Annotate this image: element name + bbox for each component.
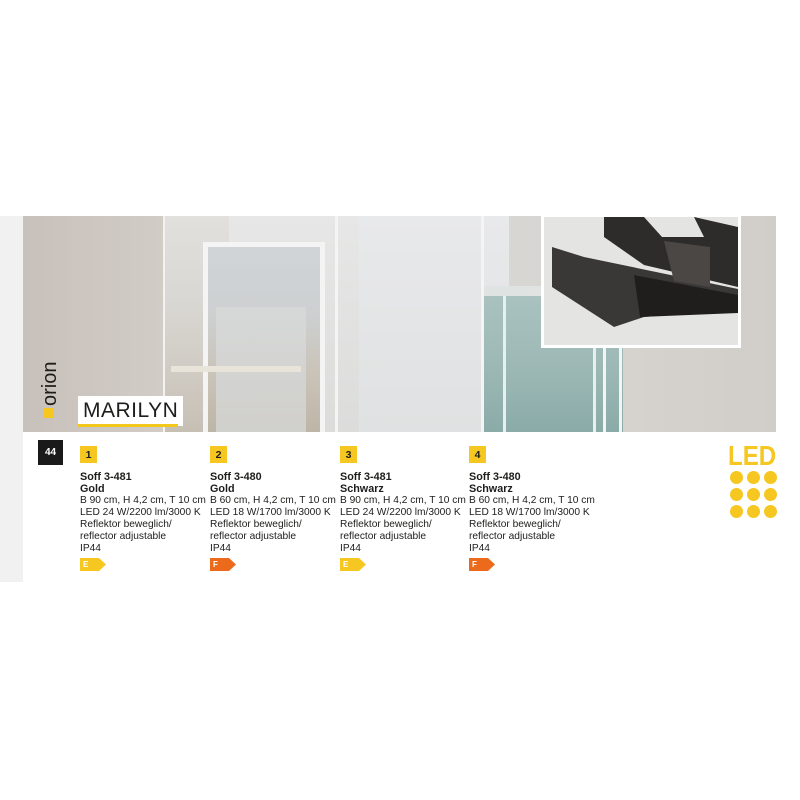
product-detail-inset	[541, 214, 741, 348]
product-reflector-en: reflector adjustable	[340, 531, 427, 542]
product-reflector-en: reflector adjustable	[210, 531, 297, 542]
product-number-badge: 2	[210, 446, 227, 463]
product-number-badge: 3	[340, 446, 357, 463]
energy-class-badge	[340, 558, 366, 571]
product-variant: Schwarz	[340, 483, 384, 495]
product-led-spec: LED 24 W/2200 lm/3000 K	[340, 507, 461, 518]
energy-class-badge	[210, 558, 236, 571]
product-reflector-en: reflector adjustable	[80, 531, 167, 542]
product-code: Soff 3-481	[80, 471, 132, 483]
product-reflector-de: Reflektor beweglich/	[469, 519, 561, 530]
product-reflector-de: Reflektor beweglich/	[210, 519, 302, 530]
product-variant: Gold	[210, 483, 235, 495]
svg-text:orion: orion	[39, 361, 61, 406]
led-badge	[728, 441, 778, 521]
product-dimensions: B 90 cm, H 4,2 cm, T 10 cm	[80, 495, 206, 506]
title-accent-bar	[78, 424, 178, 427]
product-variant: Gold	[80, 483, 105, 495]
product-reflector-de: Reflektor beweglich/	[80, 519, 172, 530]
product-number-badge: 4	[469, 446, 486, 463]
product-led-spec: LED 24 W/2200 lm/3000 K	[80, 507, 201, 518]
product-led-spec: LED 18 W/1700 lm/3000 K	[469, 507, 590, 518]
product-code: Soff 3-480	[210, 471, 262, 483]
product-ip-rating: IP44	[340, 543, 361, 554]
product-card	[340, 446, 468, 571]
product-reflector-en: reflector adjustable	[469, 531, 556, 542]
energy-class-label: F	[472, 560, 477, 569]
product-variant: Schwarz	[469, 483, 513, 495]
product-dimensions: B 60 cm, H 4,2 cm, T 10 cm	[210, 495, 336, 506]
product-led-spec: LED 18 W/1700 lm/3000 K	[210, 507, 331, 518]
product-card	[80, 446, 208, 571]
product-card	[210, 446, 338, 571]
product-reflector-de: Reflektor beweglich/	[340, 519, 432, 530]
product-ip-rating: IP44	[210, 543, 231, 554]
energy-class-label: E	[343, 560, 349, 569]
product-card	[469, 446, 597, 571]
orion-logo	[34, 356, 64, 420]
product-ip-rating: IP44	[469, 543, 490, 554]
energy-class-label: F	[213, 560, 218, 569]
page-number: 44	[38, 440, 63, 465]
left-margin-strip	[0, 216, 23, 582]
product-dimensions: B 90 cm, H 4,2 cm, T 10 cm	[340, 495, 466, 506]
led-label: LED	[728, 440, 777, 471]
product-dimensions: B 60 cm, H 4,2 cm, T 10 cm	[469, 495, 595, 506]
energy-class-badge	[469, 558, 495, 571]
product-ip-rating: IP44	[80, 543, 101, 554]
energy-class-badge	[80, 558, 106, 571]
product-code: Soff 3-480	[469, 471, 521, 483]
collection-title: MARILYN	[78, 396, 183, 426]
product-number-badge: 1	[80, 446, 97, 463]
energy-class-label: E	[83, 560, 89, 569]
product-code: Soff 3-481	[340, 471, 392, 483]
